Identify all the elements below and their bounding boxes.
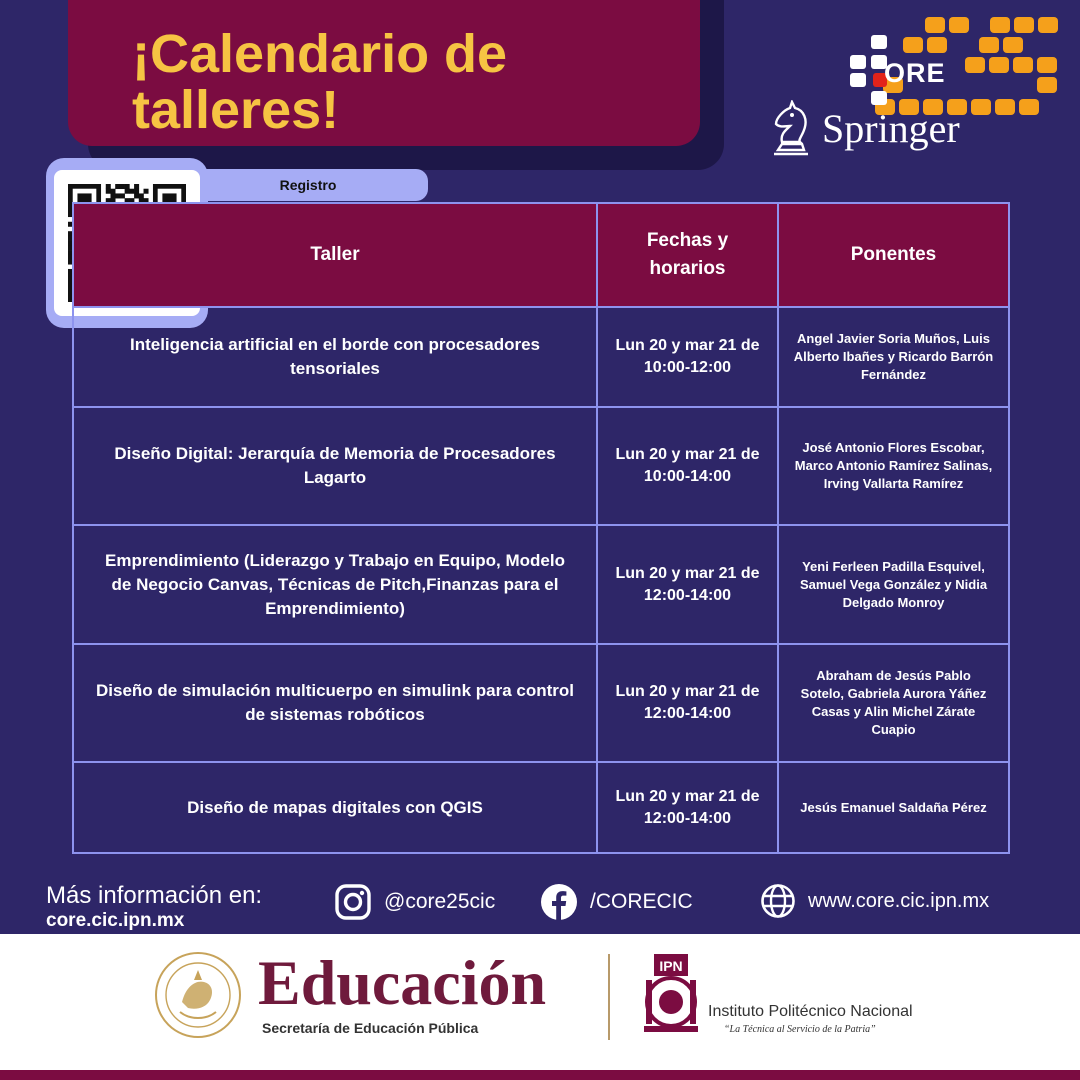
ponentes-cell: Angel Javier Soria Muños, Luis Alberto Ibañes y Ricardo Barrón Fernández	[778, 307, 1009, 407]
mexico-seal-icon	[152, 950, 244, 1040]
ipn-motto: “La Técnica al Servicio de la Patria”	[724, 1024, 876, 1035]
educacion-logo-text: Educación	[258, 947, 547, 1018]
table-row	[73, 307, 1009, 407]
table-row	[73, 407, 1009, 525]
instagram-handle: @core25cic	[384, 890, 496, 913]
header-taller: Taller	[73, 203, 597, 307]
ponentes-cell: Abraham de Jesús Pablo Sotelo, Gabriela Aurora Yáñez Casas y Alin Michel Zárate Cuapio	[778, 644, 1009, 762]
table-header-row	[73, 203, 1009, 307]
more-info	[46, 882, 262, 932]
more-info-label: Más información en:	[46, 882, 263, 909]
facebook-handle: /CORECIC	[590, 890, 693, 913]
footer-divider	[608, 954, 610, 1040]
taller-cell: Diseño de mapas digitales con QGIS	[73, 762, 597, 853]
taller-cell: Inteligencia artificial en el borde con procesadores tensoriales	[73, 307, 597, 407]
facebook-link[interactable]	[540, 883, 693, 921]
footer-bottom-stripe	[0, 1070, 1080, 1080]
globe-icon	[760, 883, 796, 919]
table-row	[73, 644, 1009, 762]
sep-name: Secretaría de Educación Pública	[262, 1020, 479, 1036]
knight-icon	[768, 100, 814, 156]
header-fechas: Fechas y horarios	[597, 203, 778, 307]
page-title: ¡Calendario de talleres!	[132, 24, 508, 140]
springer-logo	[768, 100, 960, 156]
registro-tab[interactable]	[188, 169, 428, 201]
ponentes-cell: Yeni Ferleen Padilla Esquivel, Samuel Vega González y Nidia Delgado Monroy	[778, 525, 1009, 644]
website-link[interactable]	[760, 883, 989, 919]
table-row	[73, 762, 1009, 853]
ipn-emblem-icon	[640, 952, 702, 1034]
fecha-cell: Lun 20 y mar 21 de 10:00-12:00	[597, 307, 778, 407]
fecha-cell: Lun 20 y mar 21 de 12:00-14:00	[597, 525, 778, 644]
ponentes-cell: José Antonio Flores Escobar, Marco Antonio Ramírez Salinas, Irving Vallarta Ramírez	[778, 407, 1009, 525]
taller-cell: Diseño de simulación multicuerpo en simulink para control de sistemas robóticos	[73, 644, 597, 762]
fecha-cell: Lun 20 y mar 21 de 12:00-14:00	[597, 644, 778, 762]
website-url: www.core.cic.ipn.mx	[808, 889, 990, 912]
fecha-cell: Lun 20 y mar 21 de 12:00-14:00	[597, 762, 778, 853]
table-row	[73, 525, 1009, 644]
core-logo-text: ORE	[884, 58, 946, 88]
schedule-table	[72, 202, 1010, 854]
facebook-icon	[540, 883, 578, 921]
fecha-cell: Lun 20 y mar 21 de 10:00-14:00	[597, 407, 778, 525]
taller-cell: Emprendimiento (Liderazgo y Trabajo en Equipo, Modelo de Negocio Canvas, Técnicas de Pitch,Finanzas para el Emprendimiento)	[73, 525, 597, 644]
instagram-link[interactable]	[334, 883, 495, 921]
ipn-name: Instituto Politécnico Nacional	[708, 1003, 913, 1020]
registro-label: Registro	[279, 177, 337, 193]
instagram-icon	[334, 883, 372, 921]
ponentes-cell: Jesús Emanuel Saldaña Pérez	[778, 762, 1009, 853]
header-ponentes: Ponentes	[778, 203, 1009, 307]
more-info-url[interactable]: core.cic.ipn.mx	[46, 910, 185, 931]
svg-text:IPN: IPN	[659, 958, 683, 974]
taller-cell: Diseño Digital: Jerarquía de Memoria de Procesadores Lagarto	[73, 407, 597, 525]
springer-text: Springer	[822, 105, 960, 151]
